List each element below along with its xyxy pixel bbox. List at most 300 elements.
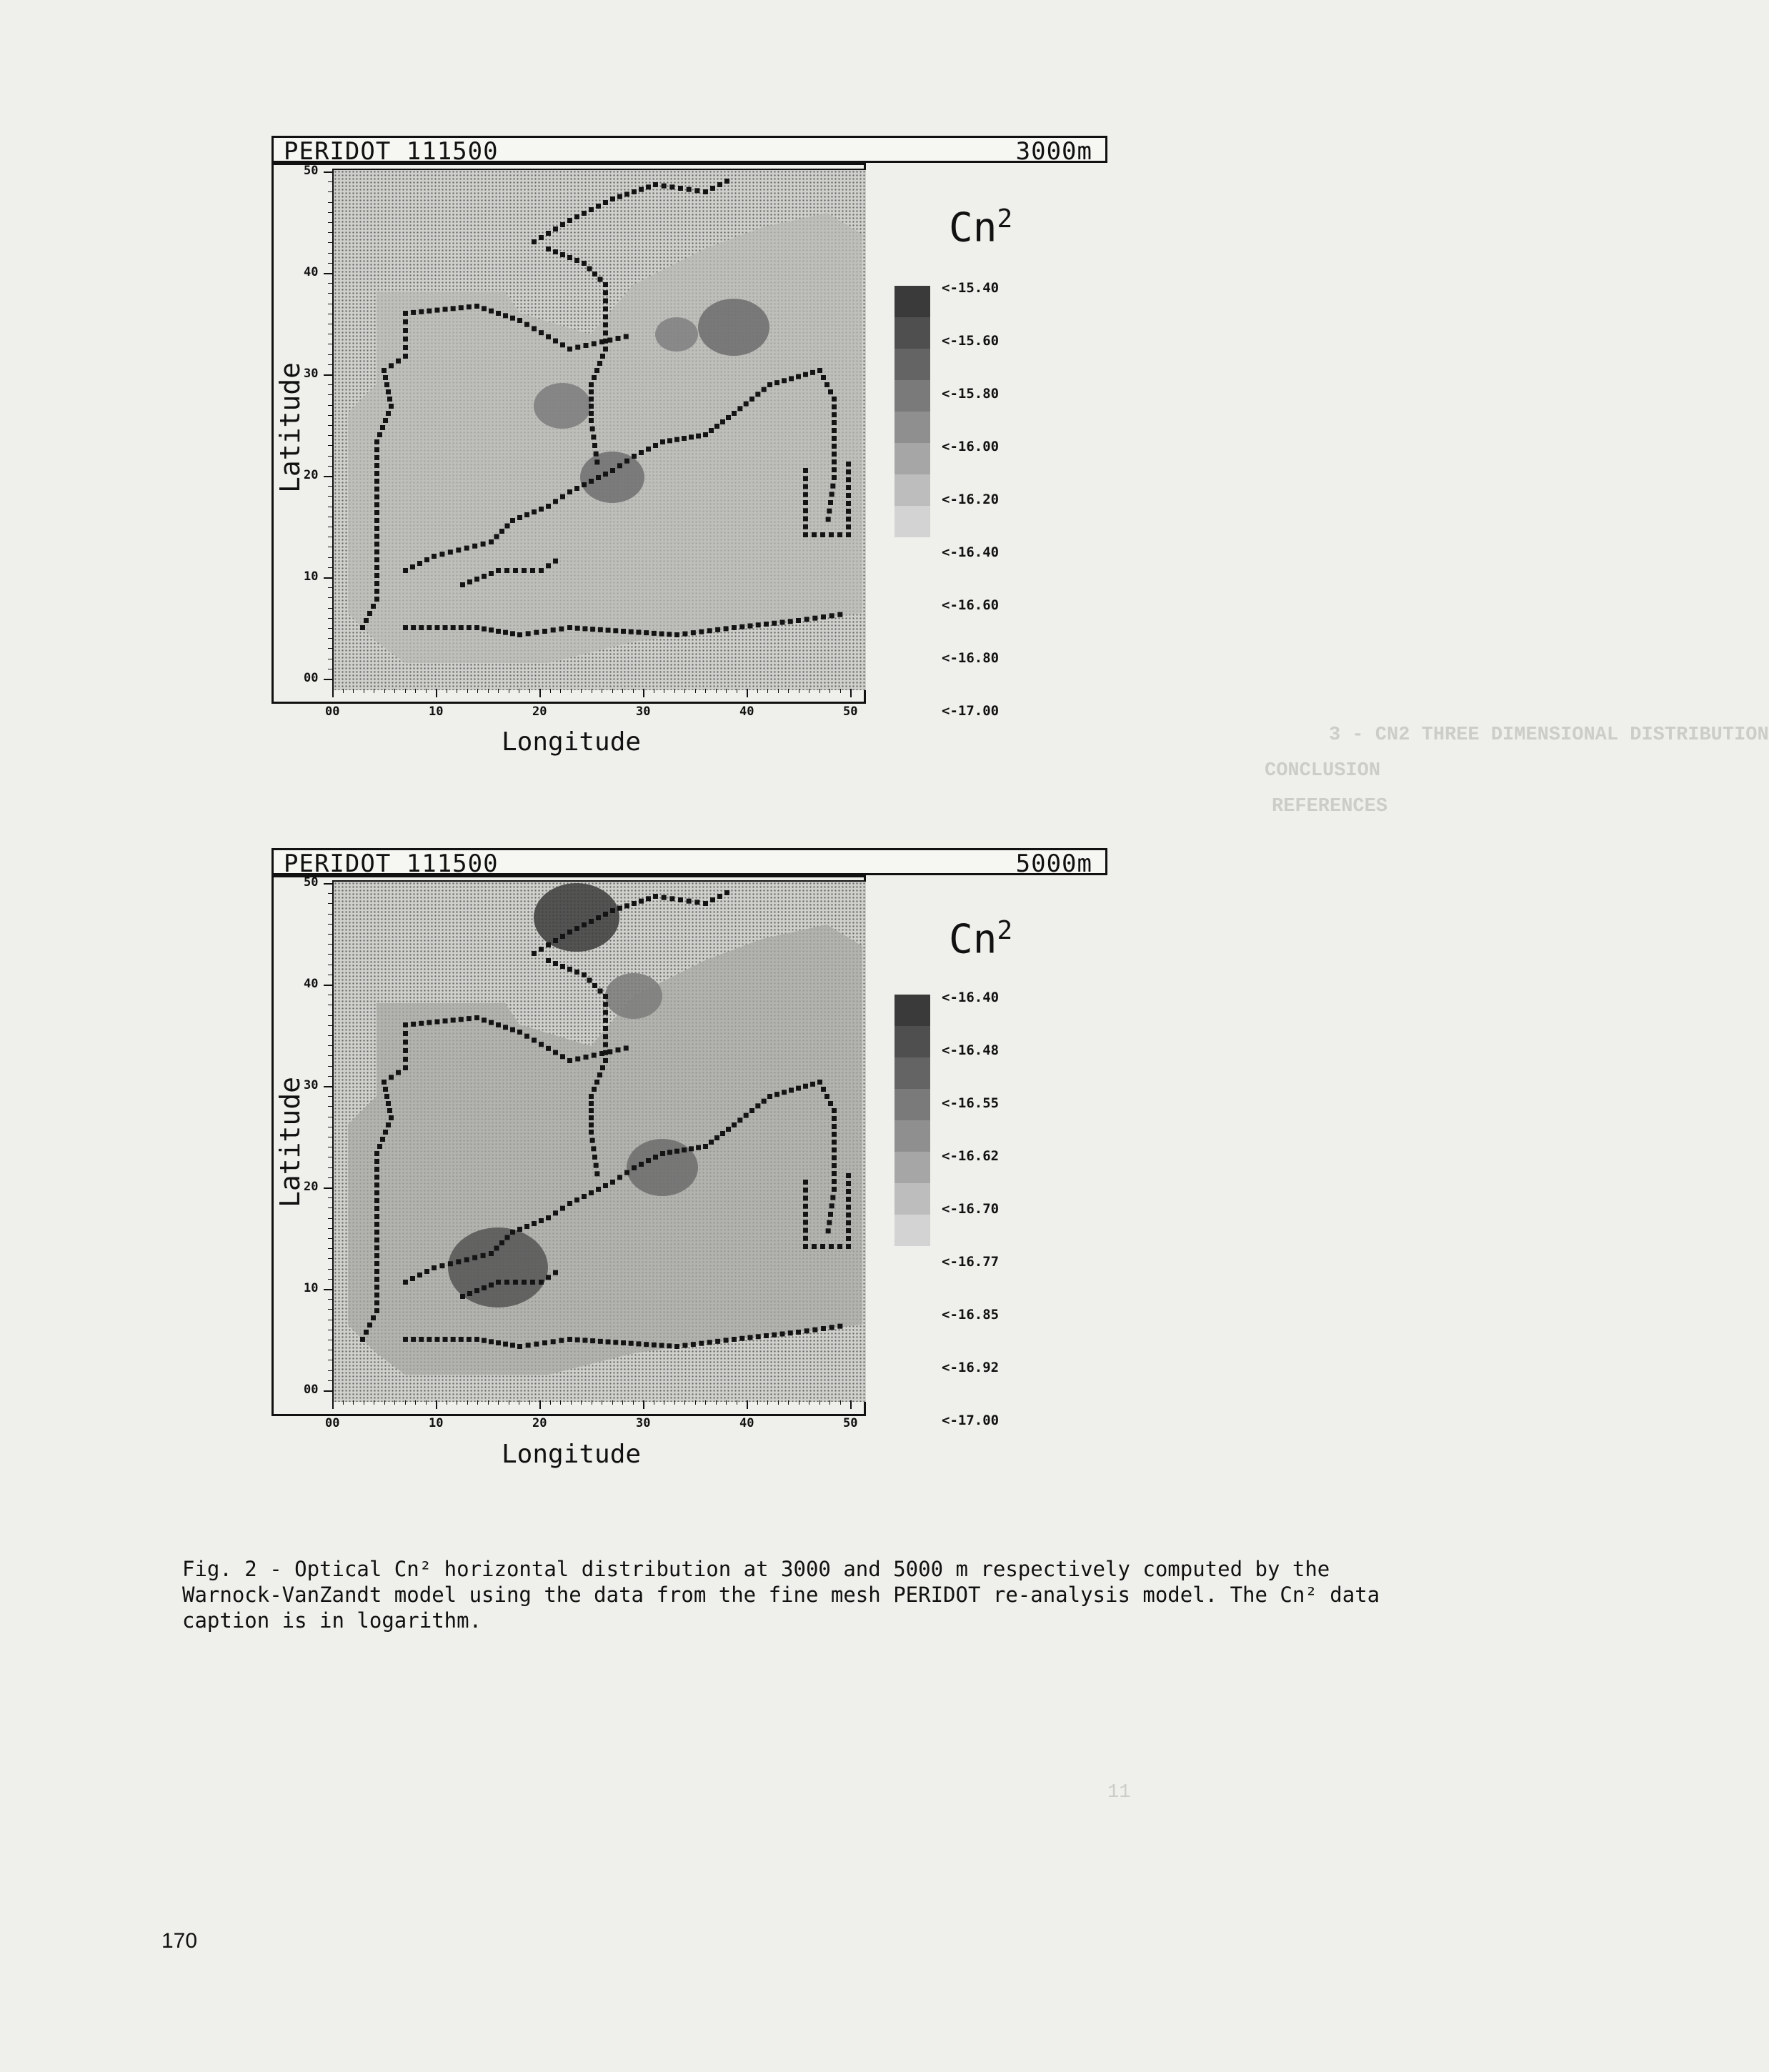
border-dot [496, 1022, 501, 1027]
figure2-ytick-label: 20 [304, 1180, 319, 1194]
figure1-xtick-label: 50 [843, 704, 858, 719]
border-dot [374, 1269, 379, 1274]
border-dot [532, 951, 537, 956]
border-dot [756, 1334, 761, 1339]
border-dot [652, 1343, 657, 1348]
border-dot [403, 1022, 408, 1027]
border-dot [539, 1280, 544, 1285]
border-dot [567, 1058, 572, 1063]
border-dot [403, 311, 408, 316]
border-dot [424, 557, 429, 562]
figure1-xtick-minor [643, 689, 644, 693]
border-dot [724, 890, 729, 895]
border-dot [499, 1240, 504, 1245]
border-dot [482, 306, 487, 311]
border-dot [553, 226, 558, 231]
figure1-ytick-minor [328, 263, 332, 264]
border-dot [546, 563, 551, 568]
figure2-xtick-minor [850, 1400, 851, 1405]
figure2-ytick-label: 50 [304, 875, 319, 890]
border-dot [846, 1197, 851, 1202]
figure2-xtick-minor [550, 1400, 551, 1405]
border-dot [374, 1198, 379, 1203]
border-dot [812, 532, 817, 537]
border-dot [546, 504, 551, 509]
border-dot [616, 336, 621, 341]
figure1-cn2-label [949, 204, 1012, 251]
border-dot [592, 443, 597, 448]
border-dot [374, 1253, 379, 1258]
border-dot [828, 389, 833, 394]
border-dot [374, 518, 379, 523]
border-dot [603, 1034, 608, 1039]
border-dot [374, 494, 379, 499]
border-dot [371, 1315, 376, 1320]
border-dot [762, 387, 767, 392]
border-dot [551, 627, 556, 632]
border-dot [383, 1087, 388, 1092]
border-dot [560, 342, 565, 347]
border-dot [803, 1187, 808, 1192]
border-dot [846, 1189, 851, 1194]
border-dot [534, 1342, 539, 1347]
figure2-ytick-label: 10 [304, 1281, 319, 1295]
border-dot [715, 1339, 720, 1344]
figure2-xtick-minor [581, 1400, 582, 1405]
figure1-ytick-minor [328, 273, 332, 274]
figure2-xtick-minor [840, 1400, 841, 1405]
border-dot [589, 919, 594, 924]
border-dot [796, 1086, 801, 1091]
figure1-xtick-label: 30 [636, 704, 651, 719]
figure2-ytick-minor [328, 1380, 332, 1381]
border-dot [403, 354, 408, 359]
border-dot [499, 529, 504, 534]
border-dot [364, 1330, 369, 1335]
figure2-xtick-label: 10 [429, 1416, 444, 1430]
figure2-xtick-minor [498, 1400, 499, 1405]
border-dot [653, 894, 658, 899]
border-dot [646, 1158, 651, 1163]
border-dot [720, 1131, 725, 1136]
border-dot [504, 1280, 509, 1285]
figure1-xtick-minor [498, 689, 499, 693]
border-dot [584, 1055, 589, 1060]
figure2-xtick-label: 40 [739, 1416, 754, 1430]
figure2-ytick-minor [328, 1207, 332, 1208]
border-dot [803, 372, 808, 377]
figure2-xtick-minor [788, 1400, 789, 1405]
border-dot [674, 632, 679, 637]
figure1-ytick-minor [328, 232, 332, 233]
border-dot [539, 1218, 544, 1223]
border-dot [374, 1182, 379, 1187]
border-dot [505, 1235, 510, 1240]
border-dot [377, 432, 382, 437]
border-dot [803, 500, 808, 505]
border-dot [603, 1183, 608, 1188]
border-dot [419, 309, 424, 314]
border-dot [374, 455, 379, 460]
figure2-legend-swatch [895, 995, 930, 1026]
border-dot [389, 1075, 394, 1080]
border-dot [803, 508, 808, 513]
border-dot [553, 1210, 558, 1215]
border-dot [546, 1215, 551, 1220]
border-dot [481, 1253, 486, 1258]
border-dot [762, 1099, 767, 1104]
figure1-map [332, 169, 864, 689]
border-dot [624, 903, 629, 908]
border-dot [598, 989, 603, 994]
figure1-xtick-minor [633, 689, 634, 693]
figure1-xtick-minor [477, 689, 478, 693]
border-dot [703, 1144, 708, 1149]
border-dot [589, 207, 594, 212]
figure1-xtick-minor [560, 689, 561, 693]
border-dot [832, 467, 837, 472]
border-dot [403, 1057, 408, 1062]
figure1-xtick-minor [405, 689, 406, 693]
border-dot [374, 1222, 379, 1227]
border-dot [590, 1138, 595, 1143]
border-dot [510, 1027, 515, 1032]
border-dot [553, 1270, 558, 1275]
border-dot [494, 1246, 499, 1251]
border-dot [560, 934, 565, 939]
border-dot [517, 1227, 522, 1232]
border-dot [606, 1340, 611, 1345]
border-dot [481, 542, 486, 547]
figure1-xtick-minor [850, 689, 851, 693]
border-dot [592, 342, 597, 347]
border-dot [832, 1171, 837, 1176]
border-dot [591, 1146, 596, 1151]
border-dot [374, 471, 379, 476]
figure2-xtick-minor [415, 1400, 416, 1405]
border-dot [553, 559, 558, 564]
border-dot [427, 1337, 432, 1342]
border-dot [560, 1054, 565, 1059]
border-dot [603, 912, 608, 917]
figure2-title: PERIDOT 111500 [284, 850, 499, 878]
border-dot [460, 1294, 465, 1299]
border-dot [717, 894, 722, 899]
border-dot [517, 318, 522, 323]
border-dot [532, 326, 537, 331]
figure1-legend-label: <-17.00 [942, 703, 1000, 719]
figure2-legend-swatch [895, 1057, 930, 1089]
border-dot [639, 187, 644, 192]
border-dot [443, 625, 448, 630]
border-dot [810, 370, 815, 375]
border-dot [456, 547, 461, 552]
border-dot [780, 620, 785, 625]
figure1-ytick-minor [328, 364, 332, 365]
border-dot [832, 475, 837, 480]
border-dot [732, 1122, 737, 1127]
border-dot [687, 899, 692, 904]
border-dot [596, 204, 601, 209]
border-dot [597, 1072, 602, 1077]
border-dot [592, 272, 597, 277]
border-dot [403, 568, 408, 573]
border-dot [632, 454, 637, 459]
border-dot [553, 499, 558, 504]
border-dot [803, 1180, 808, 1185]
border-dot [699, 1341, 704, 1346]
border-dot [367, 611, 372, 616]
border-dot [678, 897, 683, 902]
border-dot [489, 1020, 494, 1025]
cn2-cell-cluster [534, 383, 591, 429]
figure2-xtick-minor [332, 1400, 333, 1405]
figure2-xtick-minor [467, 1400, 468, 1405]
border-dot [532, 1221, 537, 1226]
border-dot [524, 322, 529, 327]
border-dot [613, 1340, 618, 1345]
border-dot [411, 310, 416, 315]
figure1-xtick-minor [343, 689, 344, 693]
border-dot [748, 624, 753, 629]
border-dot [432, 1265, 437, 1270]
border-dot [553, 961, 558, 966]
border-dot [714, 1135, 719, 1140]
border-dot [522, 1280, 527, 1285]
figure1-xtick-minor [394, 689, 395, 693]
border-dot [374, 1159, 379, 1164]
border-dot [709, 1140, 714, 1145]
border-dot [539, 330, 544, 335]
border-dot [598, 1339, 603, 1344]
border-dot [803, 1204, 808, 1209]
border-dot [624, 334, 629, 339]
border-dot [443, 1337, 448, 1342]
border-dot [474, 304, 479, 309]
figure2-xtick-minor [353, 1400, 354, 1405]
border-dot [598, 627, 603, 632]
border-dot [603, 282, 608, 287]
border-dot [832, 1124, 837, 1129]
figure1-xtick-minor [332, 689, 333, 693]
border-dot [374, 1292, 379, 1298]
border-dot [503, 630, 508, 635]
border-dot [803, 1228, 808, 1233]
border-dot [589, 397, 594, 402]
border-dot [829, 1203, 834, 1208]
ghost-references: REFERENCES [1272, 796, 1388, 817]
figure2-legend-label: <-16.85 [942, 1307, 1000, 1323]
border-dot [451, 1017, 456, 1022]
figure1-ytick-minor [328, 486, 332, 487]
border-dot [589, 382, 594, 387]
border-dot [384, 1094, 389, 1099]
figure1-ytick-minor [328, 374, 332, 375]
figure2-ytick-minor [328, 1015, 332, 1016]
figure1-xtick-minor [539, 689, 540, 693]
border-dot [644, 1342, 649, 1347]
border-dot [582, 482, 587, 487]
border-dot [539, 507, 544, 512]
border-dot [574, 926, 579, 931]
border-dot [374, 565, 379, 570]
border-dot [574, 486, 579, 491]
figure2-ytick-label: 40 [304, 977, 319, 991]
figure2-ytick-minor [328, 1055, 332, 1056]
figure2-xtick-minor [705, 1400, 706, 1405]
border-dot [803, 1212, 808, 1217]
border-dot [720, 419, 725, 424]
border-dot [592, 1087, 597, 1092]
border-dot [832, 397, 837, 402]
border-dot [590, 427, 595, 432]
border-dot [575, 345, 580, 350]
border-dot [832, 1132, 837, 1137]
border-dot [646, 447, 651, 452]
figure1-title-bar [271, 136, 1107, 166]
border-dot [489, 309, 494, 314]
border-dot [810, 1082, 815, 1087]
border-dot [804, 1328, 809, 1333]
border-dot [434, 625, 439, 630]
border-dot [732, 1337, 737, 1342]
border-dot [772, 621, 777, 626]
figure2-xtick-minor [405, 1400, 406, 1405]
figure2-ytick-minor [328, 903, 332, 904]
figure1-legend-swatch [895, 349, 930, 380]
border-dot [419, 625, 424, 630]
border-dot [732, 411, 737, 416]
figure1-ytick-minor [328, 171, 332, 172]
border-dot [374, 581, 379, 586]
figure2-ytick-minor [328, 893, 332, 894]
figure2-xtick-minor [684, 1400, 685, 1405]
border-dot [374, 573, 379, 578]
border-dot [610, 196, 615, 201]
figure2-legend-label: <-16.62 [942, 1148, 1000, 1164]
border-dot [546, 942, 551, 947]
border-dot [382, 1080, 387, 1085]
border-dot [846, 462, 851, 467]
figure1-xtick-minor [726, 689, 727, 693]
ghost-heading: 3 - CN2 THREE DIMENSIONAL DISTRIBUTION [1329, 724, 1769, 746]
border-dot [682, 436, 687, 441]
border-dot [459, 625, 464, 630]
border-dot [532, 1037, 537, 1042]
ghost-page-number: 11 [1107, 1782, 1131, 1803]
border-dot [560, 252, 565, 257]
figure1-cn2-sup: 2 [997, 204, 1013, 234]
figure1-ytick-label: 20 [304, 468, 319, 482]
border-dot [659, 1343, 664, 1348]
border-dot [820, 1244, 825, 1249]
figure2-ytick-minor [328, 1076, 332, 1077]
figure2-ytick-minor [328, 1258, 332, 1259]
border-dot [694, 188, 699, 193]
figure2-legend-swatch [895, 1120, 930, 1152]
border-dot [714, 424, 719, 429]
figure1-legend-swatch [895, 443, 930, 474]
border-dot [644, 630, 649, 635]
figure1-ytick-minor [328, 567, 332, 568]
border-dot [603, 307, 608, 312]
border-dot [603, 290, 608, 295]
border-dot [682, 1343, 687, 1348]
border-dot [503, 1342, 508, 1347]
border-dot [474, 577, 479, 582]
border-dot [812, 1328, 817, 1333]
border-dot [510, 518, 515, 523]
figure2-cn2-text: Cn [949, 916, 997, 963]
border-dot [804, 617, 809, 622]
border-dot [539, 235, 544, 240]
border-dot [456, 1259, 461, 1264]
border-dot [603, 1018, 608, 1023]
border-dot [371, 604, 376, 609]
border-dot [374, 1214, 379, 1219]
border-dot [846, 1205, 851, 1210]
figure1-title: PERIDOT 111500 [284, 137, 499, 166]
border-dot [575, 626, 580, 631]
figure2-legend-swatch [895, 1183, 930, 1215]
border-dot [374, 1237, 379, 1242]
border-dot [674, 1149, 679, 1154]
figure2-legend-swatch [895, 1089, 930, 1120]
border-dot [667, 1150, 672, 1155]
border-dot [451, 625, 456, 630]
border-dot [846, 1236, 851, 1241]
border-dot [737, 1117, 742, 1122]
figure1-xtick-minor [415, 689, 416, 693]
border-dot [524, 1034, 529, 1039]
border-dot [386, 1101, 391, 1106]
figure1-xtick-label: 00 [325, 704, 340, 719]
border-dot [589, 1101, 594, 1106]
border-dot [589, 479, 594, 484]
border-dot [374, 1300, 379, 1305]
border-dot [594, 1163, 599, 1168]
border-dot [389, 1115, 394, 1120]
border-dot [828, 1212, 833, 1217]
border-dot [827, 1220, 832, 1225]
cn2-cell-cluster [627, 1139, 698, 1196]
border-dot [667, 632, 672, 637]
border-dot [374, 463, 379, 468]
figure1-legend-label: <-16.60 [942, 597, 1000, 613]
border-dot [832, 459, 837, 464]
border-dot [739, 624, 744, 629]
figure1-xtick-minor [353, 689, 354, 693]
border-dot [589, 418, 594, 423]
figure1-xtick-minor [705, 689, 706, 693]
border-dot [560, 964, 565, 969]
border-dot [796, 374, 801, 379]
border-dot [587, 267, 592, 272]
border-dot [832, 404, 837, 409]
border-dot [632, 901, 637, 906]
border-dot [596, 475, 601, 480]
figure1-legend-swatch [895, 286, 930, 317]
border-dot [360, 1337, 365, 1342]
figure1-altitude: 3000m [1015, 137, 1092, 166]
border-dot [510, 631, 515, 636]
border-dot [826, 1228, 831, 1233]
border-dot [832, 412, 837, 417]
figure2-map [332, 880, 864, 1400]
border-dot [482, 627, 487, 632]
figure2-legend-label: <-16.92 [942, 1360, 1000, 1375]
border-dot [517, 1344, 522, 1349]
